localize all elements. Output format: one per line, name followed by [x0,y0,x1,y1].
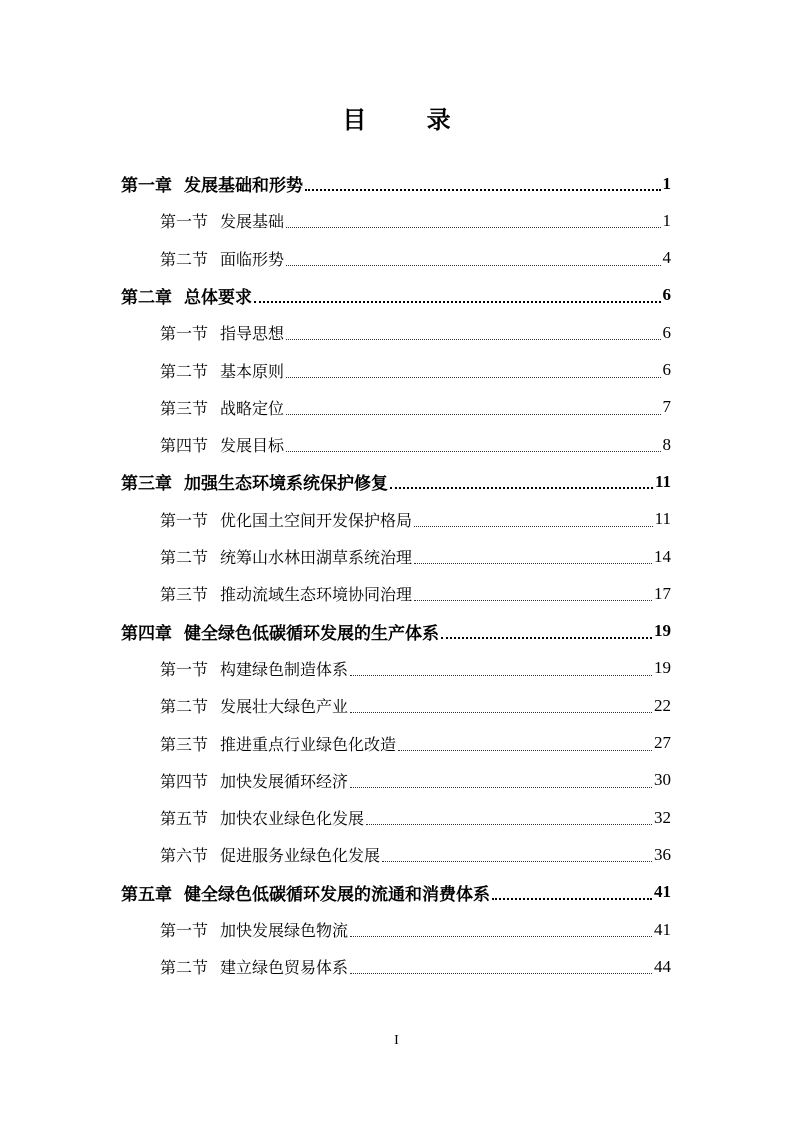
toc-dot-leader [350,973,652,974]
toc-dot-leader [350,712,652,713]
toc-entry-page: 6 [662,360,671,379]
toc-entry-page: 8 [662,434,671,454]
toc-dot-leader [382,861,652,862]
toc-entry-page: 19 [654,658,671,678]
toc-entry-title: 发展基础和形势 [184,176,303,196]
toc-entry-number: 第四章 [121,623,172,644]
page-title: 目 录 [342,106,477,134]
toc-entry-title: 指导思想 [220,324,285,344]
toc-entry-number: 第二节 [160,958,209,978]
toc-entry-number: 第三节 [160,398,209,418]
toc-entry-title: 加快发展循环经济 [220,771,349,791]
toc-dot-leader [286,414,660,415]
toc-entry-number: 第二节 [160,548,209,567]
toc-chapter-entry[interactable] [121,463,671,500]
toc-entry-page: 30 [654,770,671,790]
toc-dot-leader [414,600,652,601]
toc-entry-title: 总体要求 [184,287,252,308]
toc-entry-title: 发展壮大绿色产业 [220,697,349,717]
toc-entry-number: 第二章 [121,287,172,308]
toc-chapter-entry[interactable] [121,874,671,911]
toc-entry-title: 基本原则 [220,361,285,381]
toc-entry-title: 加强生态环境系统保护修复 [184,474,388,495]
toc-chapter-entry[interactable] [121,277,671,314]
toc-entry-page: 22 [654,695,671,715]
toc-entry-number: 第一节 [160,324,209,344]
toc-entry-page: 6 [662,285,671,305]
toc-chapter-entry[interactable] [121,165,671,202]
toc-section-entry[interactable] [160,538,671,575]
toc-dot-leader [441,637,652,639]
toc-entry-page: 1 [662,210,671,230]
toc-entry-page: 14 [654,546,671,566]
toc-entry-number: 第二节 [160,361,209,381]
toc-entry-title: 促进服务业绿色化发展 [220,846,381,866]
toc-dot-leader [414,563,652,564]
toc-entry-number: 第一节 [160,659,209,679]
toc-dot-leader [350,675,652,676]
toc-dot-leader [286,339,660,340]
toc-dot-leader [350,787,652,788]
toc-section-entry[interactable] [160,575,671,612]
toc-entry-page: 41 [654,919,671,939]
toc-entry-number: 第一章 [121,176,172,196]
toc-chapter-entry[interactable] [121,613,671,650]
toc-entry-page: 44 [654,956,671,976]
page-number: I [394,1033,399,1048]
toc-section-entry[interactable] [160,202,671,239]
toc-dot-leader [390,487,653,489]
toc-section-entry[interactable] [160,389,671,426]
toc-entry-number: 第一节 [160,921,209,940]
toc-entry-title: 战略定位 [220,398,285,418]
toc-entry-page: 19 [654,621,671,641]
toc-entry-page: 36 [654,844,671,864]
toc-entry-number: 第三章 [121,474,172,495]
toc-entry-title: 优化国土空间开发保护格局 [220,510,413,530]
toc-section-entry[interactable] [160,948,671,985]
toc-entry-number: 第三节 [160,734,209,754]
toc-entry-page: 32 [654,807,671,827]
toc-entry-page: 1 [662,173,671,193]
toc-section-entry[interactable] [160,501,671,538]
toc-entry-page: 7 [662,397,671,417]
toc-entry-title: 加快发展绿色物流 [220,921,349,940]
toc-dot-leader [366,824,652,825]
toc-dot-leader [286,377,660,378]
toc-section-entry[interactable] [160,352,671,389]
toc-entry-title: 面临形势 [220,249,285,269]
toc-entry-title: 加快农业绿色化发展 [220,809,365,829]
toc-entry-number: 第三节 [160,585,209,605]
toc-entry-number: 第二节 [160,249,209,269]
toc-section-entry[interactable] [160,650,671,687]
toc-entry-number: 第五节 [160,809,209,829]
toc-entry-title: 发展目标 [220,436,285,456]
toc-entry-page: 17 [654,583,671,603]
toc-entry-title: 建立绿色贸易体系 [220,958,349,978]
toc-entry-number: 第五章 [121,884,172,905]
toc-entry-number: 第四节 [160,771,209,791]
toc-entry-page: 4 [662,248,671,268]
toc-entry-page: 41 [654,882,671,902]
toc-entry-page: 6 [662,322,671,342]
toc-dot-leader [286,265,660,266]
toc-entry-title: 健全绿色低碳循环发展的生产体系 [184,623,439,644]
toc-entry-title: 健全绿色低碳循环发展的流通和消费体系 [184,884,490,905]
toc-dot-leader [492,898,652,900]
toc-dot-leader [286,451,660,452]
toc-section-entry[interactable] [160,426,671,463]
toc-entry-page: 11 [654,471,671,491]
toc-section-entry[interactable] [160,762,671,799]
toc-section-entry[interactable] [160,314,671,351]
toc-entry-number: 第一节 [160,212,209,232]
toc-dot-leader [286,227,660,228]
toc-dot-leader [254,301,661,303]
toc-dot-leader [350,936,652,937]
toc-entry-title: 统筹山水林田湖草系统治理 [220,548,413,567]
toc-dot-leader [414,526,653,527]
toc-section-entry[interactable] [160,911,671,948]
toc-dot-leader [305,189,661,191]
toc-entry-page: 11 [654,509,671,529]
toc-entry-number: 第六节 [160,846,209,866]
toc-entry-title: 推进重点行业绿色化改造 [220,734,397,754]
toc-section-entry[interactable] [160,240,671,277]
toc-section-entry[interactable] [160,725,671,762]
toc-section-entry[interactable] [160,799,671,836]
toc-entry-number: 第二节 [160,697,209,717]
toc-entry-number: 第四节 [160,436,209,456]
toc-entry-title: 构建绿色制造体系 [220,659,349,679]
toc-entry-number: 第一节 [160,510,209,530]
toc-dot-leader [398,750,652,751]
toc-section-entry[interactable] [160,687,671,724]
toc-section-entry[interactable] [160,836,671,873]
toc-entry-title: 发展基础 [220,212,285,232]
toc-entry-page: 27 [654,733,671,752]
toc-entry-title: 推动流域生态环境协同治理 [220,585,413,605]
